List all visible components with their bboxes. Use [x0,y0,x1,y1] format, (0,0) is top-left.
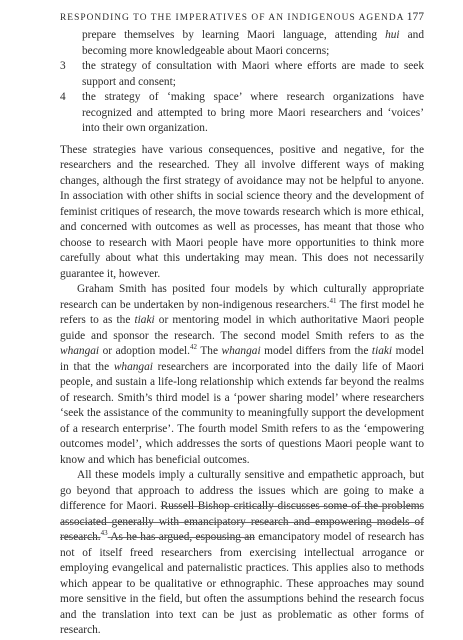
body-text [60,28,424,639]
list-item-number: 3 [60,60,66,72]
running-header [60,11,424,23]
struck-text: As he has argued, espousing an [107,531,255,543]
struck-text: Russell Bishop critically discusses some of the problems associated generally with emancipatory research and empowering models of research. [60,500,424,543]
footnote-ref: 42 [190,343,198,352]
list-item-text: the strategy of ‘making space’ where research organizations have recognized and attempted to bring more Maori researchers and ‘voices’ into their own organization. [82,91,424,134]
list-item-number: 4 [60,91,66,103]
footnote-ref: 43 [100,529,108,538]
footnote-ref: 41 [329,296,337,305]
list-item [60,59,424,90]
page-number: 177 [406,11,424,23]
paragraph: Graham Smith has posited four models by which culturally appropriate research can be undertaken by non-indigenous researchers.$^{41}$ The first model he refers to as the tiaki or mentoring model in which authoritative Maori people guide and sponsor the research. The second model Smith refers to as the whangai or adoption model.$^{42}$ The whangai model differs from the tiaki model in that the whangai researchers are incorporated into the daily life of Maori people, and sustain a life-long relationship which extends far beyond the realms of research. Smith’s third model is a ‘power sharing model’ where researchers ‘seek the assistance of the community to meaningfully support the development of a research enterprise’. The fourth model Smith refers to as the ‘empowering outcomes model’, which addresses the sorts of questions Maori people want to know and which has beneficial outcomes. [60,283,425,466]
list-item [60,90,424,137]
list-item-text: the strategy of consultation with Maori where efforts are made to seek support and consent; [82,60,424,88]
list-item-continuation: prepare themselves by learning Maori language, attending hui and becoming more knowledgeable about Maori concerns; [82,29,425,57]
paragraph: All these models imply a culturally sensitive and empathetic approach, but go beyond that approach to address the issues which are going to make a difference for Maori. Russell Bishop critically discusses some of the problems associated generally with emancipatory research and empowering models of research.$^{43}$ As he has argued, espousing an emancipatory model of research has not of itself freed researchers from exercising intellectual arrogance or employing evangelical and paternalistic practices. This applies also to methods which appear to be qualitative or ethnographic. These approaches may sound more sensitive in the field, but often the assumptions behind the research focus and the translation into text can be just as problematic as other forms of research. [60,469,424,636]
running-title: RESPONDING TO THE IMPERATIVES OF AN INDIGENOUS AGENDA [60,13,405,23]
paragraph: These strategies have various consequences, positive and negative, for the researchers and the researched. They all involve different ways of making changes, although the first strategy of avoidance may not be helpful to anyone. In association with other shifts in social science theory and the development of feminist critiques of research, the move towards research which is more ethical, and concerned with outcomes as well as processes, has meant that those who choose to research with Maori people have more opportunities to think more carefully about what this undertaking may mean. This does not necessarily guarantee it, however. [60,143,424,280]
